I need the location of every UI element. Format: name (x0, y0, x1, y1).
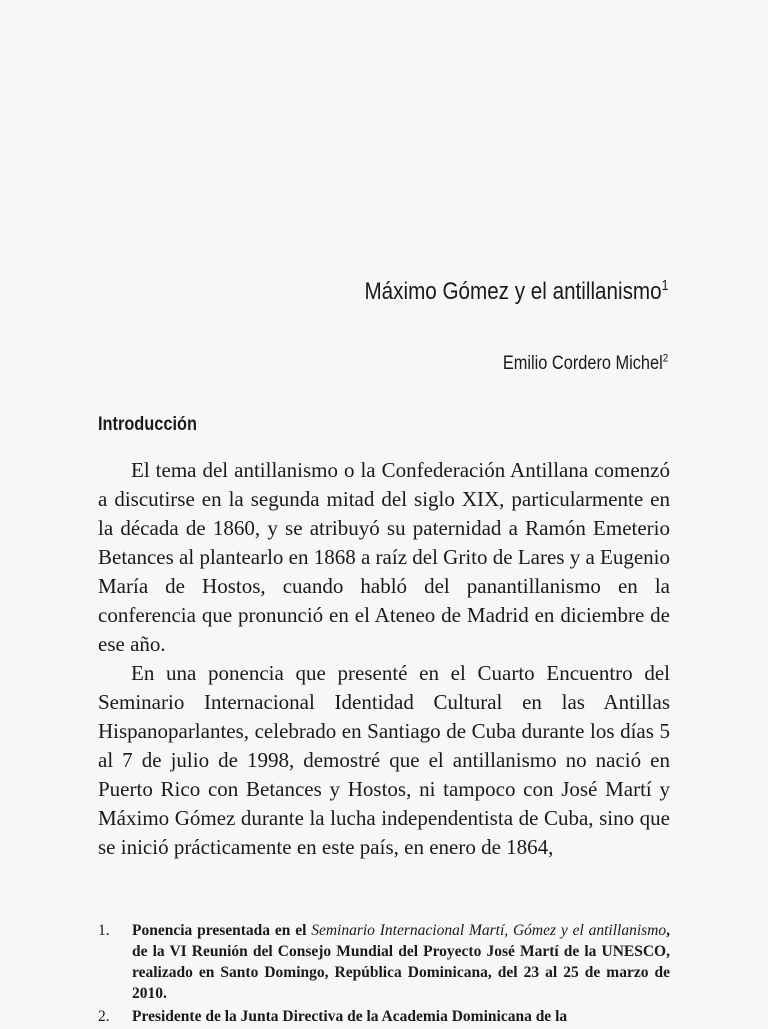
footnote-1 (98, 920, 670, 1004)
paragraph-2: En una ponencia que presenté en el Cuarto Encuentro del Seminario Internacional Identidad Cultural en las Antillas Hispanoparlantes, celebrado en Santiago de Cuba durante los días 5 al 7 de julio de 1998, demostré que el antillanismo no nació en Puerto Rico con Betances y Hostos, ni tampoco con José Martí y Máximo Gómez durante la lucha independentista de Cuba, sino que se inició prácticamente en este país, en enero de 1864, (98, 661, 670, 859)
author-name: Emilio Cordero Michel (502, 353, 663, 374)
title-footnote-ref: 1 (661, 278, 668, 294)
footnote-text-part: Presidente de la Junta Directiva de la Academia Dominicana de la (132, 1008, 568, 1025)
paragraph-1: El tema del antillanismo o la Confederación Antillana comenzó a discutirse en la segunda mitad del siglo XIX, particularmente en la década de 1860, y se atribuyó su paternidad a Ramón Emeterio Betances al plantearlo en 1868 a raíz del Grito de Lares y a Eugenio María de Hostos, cuando habló del panantillanismo en la conferencia que pronunció en el Ateneo de Madrid en diciembre de ese año. (98, 458, 671, 656)
footnote-text (132, 920, 670, 1004)
footnote-text-part: Ponencia presentada en el (132, 922, 312, 939)
footnote-italic-title: Seminario Internacional Martí, Gómez y el antillanismo (311, 922, 667, 939)
title-text: Máximo Gómez y el antillanismo (364, 278, 662, 305)
author-line (503, 353, 668, 375)
article-title (364, 278, 668, 306)
footnotes (98, 920, 670, 1029)
footnote-text-part: , de la VI Reunión del Consejo Mundial del Proyecto José Martí de la UNESCO, realizado en Santo Domingo, República Dominicana, del 23 al 25 de marzo de 2010. (132, 922, 670, 1002)
footnote-number: 2. (98, 1008, 110, 1025)
author-footnote-ref: 2 (662, 352, 668, 365)
section-heading: Introducción (98, 414, 197, 435)
body-text (98, 456, 670, 862)
footnote-number: 1. (98, 922, 110, 939)
